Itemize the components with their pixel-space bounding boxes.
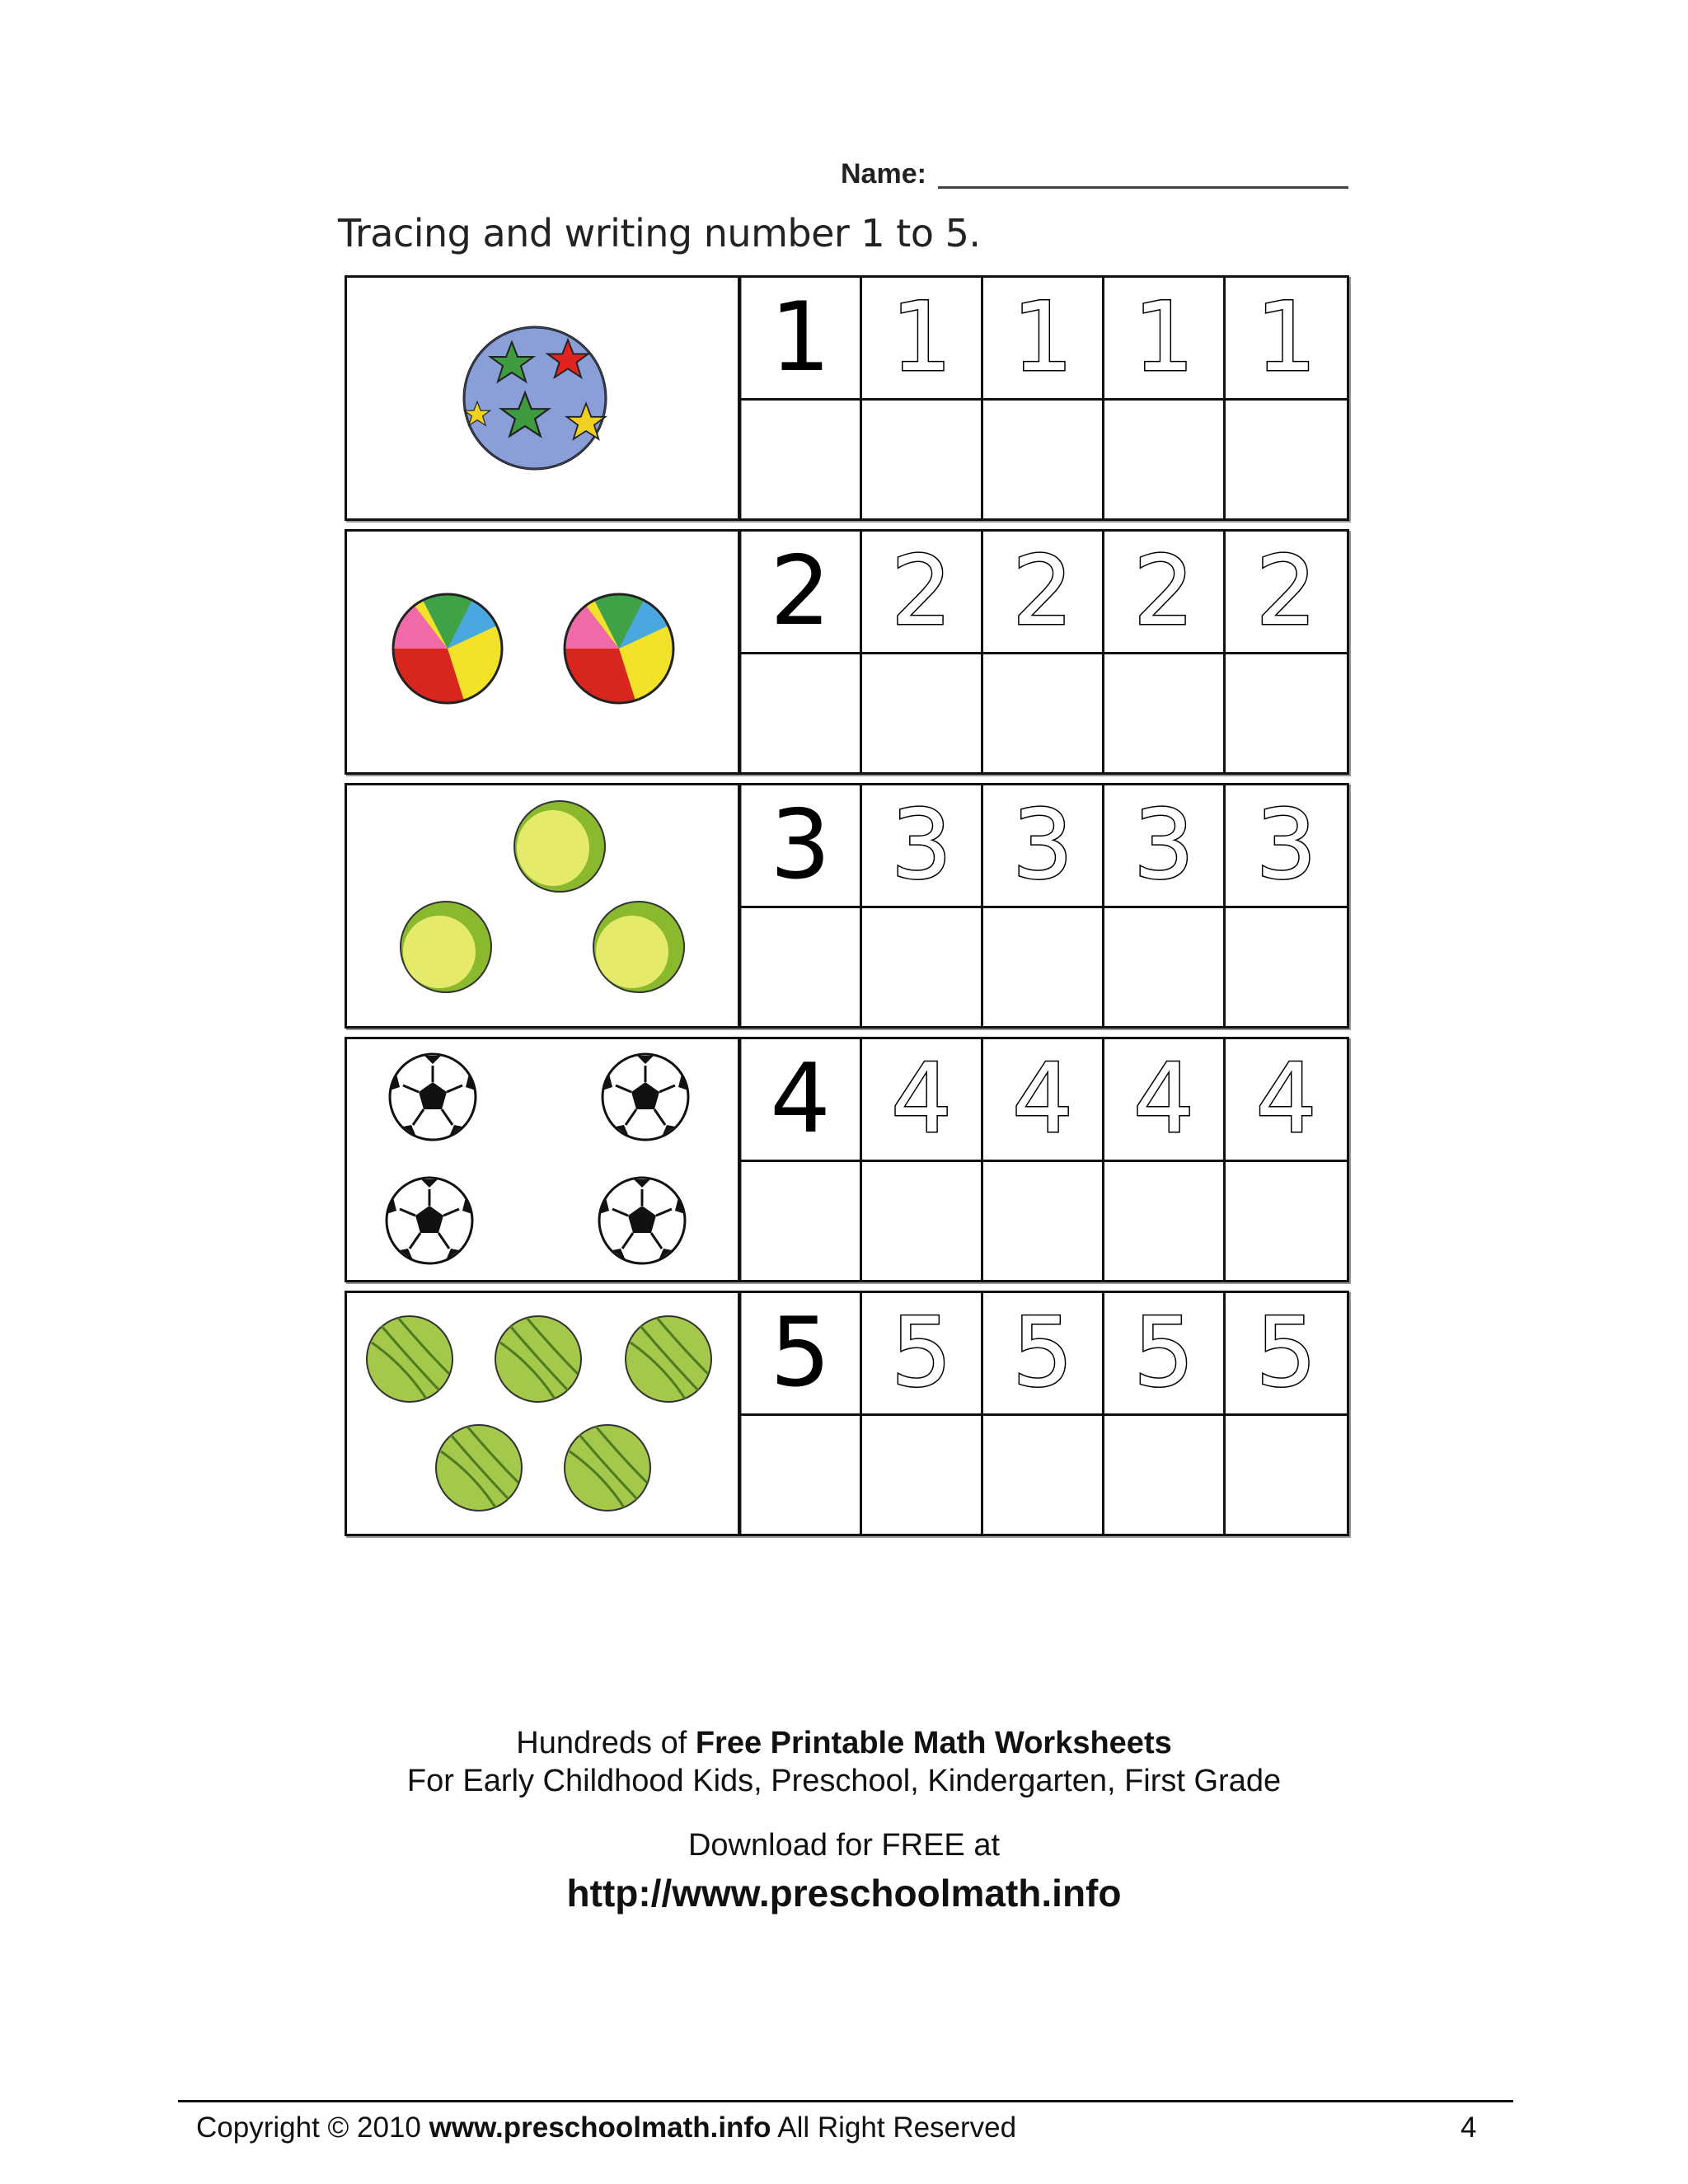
writing-cell[interactable]	[741, 401, 862, 518]
trace-digit-cell	[1104, 1293, 1226, 1416]
trace-digit: 4	[1133, 1043, 1194, 1155]
number-row-5	[345, 1291, 1347, 1536]
model-digit: 1	[770, 282, 831, 393]
tracing-grid-1	[738, 275, 1349, 521]
writing-cell[interactable]	[862, 654, 983, 772]
promo-line-1	[0, 1726, 1688, 1761]
model-digit-cell	[741, 785, 862, 908]
writing-cell[interactable]	[862, 401, 983, 518]
worksheet-title: Tracing and writing number 1 to 5.	[338, 211, 981, 255]
model-digit: 4	[770, 1043, 831, 1155]
number-row-3	[345, 783, 1347, 1029]
trace-digit-cell	[1104, 785, 1226, 908]
writing-cell[interactable]	[741, 654, 862, 772]
tracing-grid-4	[738, 1037, 1349, 1282]
promo-prefix: Hundreds of	[516, 1726, 696, 1760]
picture-box-4	[345, 1037, 740, 1282]
writing-cell[interactable]	[983, 1416, 1104, 1534]
trace-digit: 4	[891, 1043, 952, 1155]
copyright-suffix: All Right Reserved	[771, 2111, 1017, 2144]
tracing-grid-2	[738, 529, 1349, 775]
picture-box-5	[345, 1291, 740, 1536]
writing-cell[interactable]	[1226, 1416, 1347, 1534]
model-digit: 5	[770, 1297, 831, 1408]
writing-cell[interactable]	[1226, 1162, 1347, 1280]
trace-digit: 1	[1012, 282, 1073, 393]
tracing-grid-3	[738, 783, 1349, 1029]
tennis-ball-icon	[401, 902, 491, 992]
tennis-ball-icon	[593, 902, 684, 992]
writing-cell[interactable]	[983, 908, 1104, 1026]
download-text: Download for FREE at	[687, 1828, 1001, 1863]
writing-cell[interactable]	[741, 908, 862, 1026]
writing-cell[interactable]	[862, 1162, 983, 1280]
green-ball-icon	[565, 1425, 650, 1511]
trace-digit: 4	[1255, 1043, 1317, 1155]
trace-digit-cell	[983, 278, 1104, 401]
soccer-ball-icon	[599, 1178, 685, 1263]
trace-digit: 1	[891, 282, 952, 393]
soccer-ball-icon	[603, 1054, 688, 1140]
trace-digit: 3	[1255, 790, 1317, 901]
tennis-ball-icon	[514, 801, 605, 892]
trace-digit: 3	[1012, 790, 1073, 901]
writing-cell[interactable]	[1104, 401, 1226, 518]
page-number: 4	[1461, 2111, 1477, 2144]
name-line[interactable]	[938, 186, 1348, 189]
writing-cell[interactable]	[862, 908, 983, 1026]
trace-digit: 5	[1255, 1297, 1317, 1408]
name-label: Name:	[841, 158, 926, 190]
trace-digit: 1	[1255, 282, 1317, 393]
writing-cell[interactable]	[1104, 654, 1226, 772]
trace-digit: 3	[891, 790, 952, 901]
promo-bold: Free Printable Math Worksheets	[695, 1726, 1172, 1760]
trace-digit: 4	[1012, 1043, 1073, 1155]
trace-digit-cell	[862, 278, 983, 401]
writing-cell[interactable]	[741, 1162, 862, 1280]
number-row-1	[345, 275, 1347, 521]
trace-digit-cell	[1104, 532, 1226, 654]
writing-cell[interactable]	[1104, 1162, 1226, 1280]
trace-digit-cell	[1226, 532, 1347, 654]
writing-cell[interactable]	[983, 654, 1104, 772]
soccer-ball-icon	[387, 1178, 472, 1263]
writing-cell[interactable]	[983, 1162, 1104, 1280]
writing-cell[interactable]	[1104, 1416, 1226, 1534]
model-digit: 2	[770, 536, 831, 647]
model-digit-cell	[741, 1039, 862, 1162]
green-ball-icon	[367, 1316, 452, 1402]
writing-cell[interactable]	[983, 401, 1104, 518]
trace-digit: 5	[1133, 1297, 1194, 1408]
green-ball-icon	[626, 1316, 711, 1402]
trace-digit: 1	[1133, 282, 1194, 393]
picture-box-1	[345, 275, 740, 521]
number-row-2	[345, 529, 1347, 775]
trace-digit-cell	[983, 532, 1104, 654]
promo-line-2: For Early Childhood Kids, Preschool, Kindergarten, First Grade	[406, 1764, 1282, 1798]
writing-cell[interactable]	[1226, 654, 1347, 772]
picture-box-3	[345, 783, 740, 1029]
trace-digit-cell	[1104, 278, 1226, 401]
green-ball-icon	[436, 1425, 522, 1511]
star-ball-icon	[464, 327, 606, 469]
green-ball-icon	[495, 1316, 581, 1402]
soccer-ball-icon	[390, 1054, 476, 1140]
trace-digit: 5	[891, 1297, 952, 1408]
copyright	[196, 2111, 1016, 2144]
number-row-4	[345, 1037, 1347, 1282]
footer-rule	[178, 2100, 1513, 2102]
writing-cell[interactable]	[741, 1416, 862, 1534]
model-digit-cell	[741, 1293, 862, 1416]
trace-digit: 5	[1012, 1297, 1073, 1408]
trace-digit-cell	[1226, 785, 1347, 908]
trace-digit-cell	[1104, 1039, 1226, 1162]
writing-cell[interactable]	[862, 1416, 983, 1534]
trace-digit: 3	[1133, 790, 1194, 901]
writing-cell[interactable]	[1226, 908, 1347, 1026]
trace-digit-cell	[1226, 278, 1347, 401]
trace-digit: 2	[1012, 536, 1073, 647]
copyright-site-link[interactable]: www.preschoolmath.info	[429, 2111, 771, 2144]
writing-cell[interactable]	[1104, 908, 1226, 1026]
trace-digit-cell	[983, 1293, 1104, 1416]
trace-digit: 2	[1255, 536, 1317, 647]
model-digit-cell	[741, 532, 862, 654]
trace-digit-cell	[983, 785, 1104, 908]
trace-digit-cell	[1226, 1293, 1347, 1416]
trace-digit: 2	[1133, 536, 1194, 647]
trace-digit-cell	[1226, 1039, 1347, 1162]
trace-digit-cell	[983, 1039, 1104, 1162]
download-link[interactable]: http://www.preschoolmath.info	[566, 1872, 1122, 1915]
picture-box-2	[345, 529, 740, 775]
trace-digit-cell	[862, 1293, 983, 1416]
model-digit: 3	[770, 790, 831, 901]
trace-digit-cell	[862, 785, 983, 908]
trace-digit: 2	[891, 536, 952, 647]
trace-digit-cell	[862, 1039, 983, 1162]
beach-ball-icon	[393, 594, 502, 703]
model-digit-cell	[741, 278, 862, 401]
copyright-prefix: Copyright © 2010	[196, 2111, 429, 2144]
beach-ball-icon	[565, 594, 673, 703]
tracing-grid-5	[738, 1291, 1349, 1536]
trace-digit-cell	[862, 532, 983, 654]
writing-cell[interactable]	[1226, 401, 1347, 518]
